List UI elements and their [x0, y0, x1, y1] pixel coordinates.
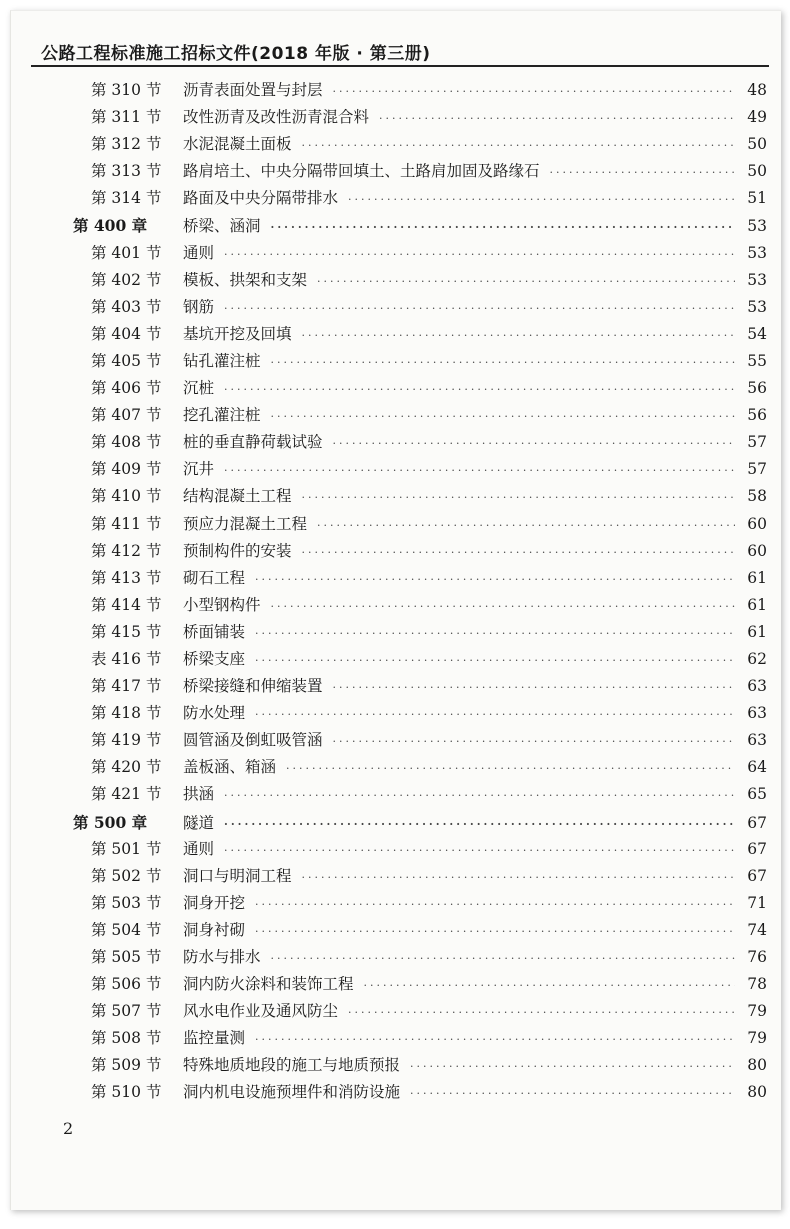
toc-entry-page: 80 [747, 1083, 767, 1102]
toc-section-row [73, 240, 767, 267]
toc-entry-title: 路面及中央分隔带排水 [183, 189, 339, 208]
toc-entry-page: 56 [747, 379, 767, 398]
toc-entry-title: 沉井 [183, 460, 215, 479]
toc-entry-number: 第 505 节 [91, 948, 162, 966]
toc-entry-title: 桥梁接缝和伸缩装置 [183, 677, 323, 696]
toc-entry-page: 61 [747, 595, 767, 614]
toc-entry-number: 第 504 节 [91, 920, 162, 939]
toc-entry-page: 57 [747, 433, 767, 452]
toc-entry-number: 第 417 节 [91, 677, 162, 696]
toc-entry-title: 结构混凝土工程 [183, 487, 292, 506]
toc-entry-title: 基坑开挖及回填 [183, 324, 292, 343]
toc-entry-title: 洞内机电设施预埋件和消防设施 [183, 1083, 401, 1102]
toc-entry-page: 79 [747, 1029, 767, 1048]
dot-leader [255, 1026, 735, 1053]
dot-leader [348, 186, 735, 213]
toc-entry-number: 第 408 节 [91, 433, 162, 452]
toc-entry-page: 63 [747, 704, 767, 723]
header-rule [31, 65, 769, 67]
dot-leader [224, 457, 735, 484]
dot-leader [255, 647, 735, 674]
dot-leader [348, 999, 735, 1026]
toc-section-row [73, 158, 767, 185]
toc-entry-title: 通则 [183, 243, 215, 262]
toc-entry-page: 53 [747, 243, 767, 262]
toc-entry-page: 64 [747, 758, 767, 777]
toc-entry-page: 60 [747, 514, 767, 533]
dot-leader [271, 945, 735, 972]
dot-leader [317, 512, 735, 539]
toc-section-row [73, 863, 767, 890]
toc-section-row [73, 1052, 767, 1079]
dot-leader [410, 1080, 735, 1107]
dot-leader [286, 755, 735, 782]
toc-section-row [73, 890, 767, 917]
toc-section-row [73, 944, 767, 971]
toc-entry-page: 67 [747, 839, 767, 858]
toc-entry-page: 53 [747, 217, 767, 236]
toc-entry-title: 防水与排水 [183, 948, 261, 966]
toc-entry-page: 53 [747, 270, 767, 289]
toc-entry-number: 第 507 节 [91, 1002, 162, 1021]
toc-entry-number: 第 506 节 [91, 975, 162, 994]
toc-entry-number: 第 414 节 [91, 595, 162, 614]
dot-leader [302, 864, 735, 891]
toc-entry-title: 拱涵 [183, 785, 215, 804]
toc-entry-number: 第 314 节 [91, 189, 162, 208]
toc-entry-title: 桩的垂直静荷载试验 [183, 433, 323, 452]
toc-entry-number: 第 405 节 [91, 351, 162, 370]
toc-entry-title: 特殊地质地段的施工与地质预报 [183, 1056, 401, 1075]
dot-leader [255, 891, 735, 918]
toc-section-row [73, 511, 767, 538]
toc-entry-title: 小型钢构件 [183, 595, 261, 614]
toc-entry-number: 表 416 节 [91, 649, 162, 668]
toc-entry-number: 第 502 节 [91, 866, 162, 885]
toc-chapter-row [73, 212, 767, 239]
toc-entry-page: 55 [747, 351, 767, 370]
toc-section-row [73, 917, 767, 944]
toc-entry-title: 路肩培土、中央分隔带回填土、土路肩加固及路缘石 [183, 162, 540, 181]
toc-entry-number: 第 411 节 [91, 514, 162, 533]
dot-leader [224, 376, 735, 403]
dot-leader [224, 837, 735, 864]
toc-entry-number: 第 406 节 [91, 379, 162, 398]
dot-leader [224, 295, 735, 322]
toc-section-row [73, 781, 767, 808]
toc-entry-page: 60 [747, 541, 767, 560]
dot-leader [302, 322, 735, 349]
toc-entry-number: 第 407 节 [91, 406, 162, 425]
toc-entry-page: 79 [747, 1002, 767, 1021]
toc-entry-number: 第 403 节 [91, 297, 162, 316]
toc-section-row [73, 483, 767, 510]
toc-entry-number: 第 400 章 [73, 216, 148, 236]
table-of-contents [73, 77, 767, 1107]
toc-entry-page: 51 [747, 189, 767, 208]
toc-entry-title: 沉桩 [183, 379, 215, 398]
toc-entry-number: 第 509 节 [91, 1056, 162, 1075]
toc-entry-title: 通则 [183, 839, 215, 858]
toc-entry-title: 预应力混凝土工程 [183, 514, 308, 533]
toc-entry-page: 61 [747, 568, 767, 587]
toc-entry-number: 第 310 节 [91, 81, 162, 99]
toc-entry-page: 63 [747, 731, 767, 750]
toc-section-row [73, 1079, 767, 1106]
toc-section-row [73, 592, 767, 619]
dot-leader [271, 593, 735, 620]
toc-entry-title: 改性沥青及改性沥青混合料 [183, 108, 370, 127]
toc-entry-page: 76 [747, 948, 767, 966]
toc-entry-title: 桥梁支座 [183, 649, 246, 668]
toc-entry-title: 盖板涵、箱涵 [183, 758, 277, 777]
toc-section-row [73, 1025, 767, 1052]
toc-entry-page: 78 [747, 975, 767, 994]
toc-section-row [73, 402, 767, 429]
toc-section-row [73, 727, 767, 754]
toc-entry-number: 第 508 节 [91, 1029, 162, 1048]
toc-entry-number: 第 401 节 [91, 243, 162, 262]
toc-entry-number: 第 503 节 [91, 893, 162, 912]
toc-entry-number: 第 415 节 [91, 622, 162, 641]
dot-leader [271, 349, 735, 376]
dot-leader [333, 728, 735, 755]
toc-entry-title: 风水电作业及通风防尘 [183, 1002, 339, 1021]
toc-entry-page: 56 [747, 406, 767, 425]
toc-entry-number: 第 419 节 [91, 731, 162, 750]
toc-entry-page: 50 [747, 162, 767, 181]
toc-entry-number: 第 501 节 [91, 839, 162, 858]
dot-leader [224, 811, 735, 838]
dot-leader [255, 701, 735, 728]
toc-entry-page: 54 [747, 324, 767, 343]
toc-entry-title: 预制构件的安装 [183, 541, 292, 560]
toc-entry-number: 第 421 节 [91, 785, 162, 804]
dot-leader [302, 539, 735, 566]
toc-entry-page: 58 [747, 487, 767, 506]
dot-leader [333, 430, 735, 457]
toc-entry-number: 第 412 节 [91, 541, 162, 560]
document-page [10, 10, 781, 1210]
toc-entry-number: 第 404 节 [91, 324, 162, 343]
toc-section-row [73, 294, 767, 321]
dot-leader [550, 159, 735, 186]
toc-section-row [73, 429, 767, 456]
dot-leader [255, 566, 735, 593]
toc-entry-number: 第 313 节 [91, 162, 162, 181]
dot-leader [379, 105, 735, 132]
dot-leader [410, 1053, 735, 1080]
toc-entry-title: 钢筋 [183, 297, 215, 316]
toc-section-row [73, 321, 767, 348]
toc-entry-number: 第 312 节 [91, 135, 162, 154]
dot-leader [224, 241, 735, 268]
toc-section-row [73, 104, 767, 131]
toc-entry-page: 67 [747, 866, 767, 885]
toc-entry-page: 53 [747, 297, 767, 316]
toc-entry-title: 圆管涵及倒虹吸管涵 [183, 731, 323, 750]
toc-entry-title: 洞身开挖 [183, 893, 246, 912]
toc-section-row [73, 565, 767, 592]
dot-leader [364, 972, 735, 999]
toc-chapter-row [73, 809, 767, 836]
toc-entry-title: 监控量测 [183, 1029, 246, 1048]
dot-leader [255, 620, 735, 647]
toc-section-row [73, 348, 767, 375]
toc-entry-page: 71 [747, 893, 767, 912]
dot-leader [224, 782, 735, 809]
toc-entry-page: 49 [747, 108, 767, 127]
toc-entry-number: 第 413 节 [91, 568, 162, 587]
toc-entry-page: 67 [747, 813, 767, 832]
toc-entry-title: 砌石工程 [183, 568, 246, 587]
toc-section-row [73, 456, 767, 483]
toc-section-row [73, 646, 767, 673]
toc-entry-title: 挖孔灌注桩 [183, 406, 261, 425]
toc-entry-page: 74 [747, 920, 767, 939]
dot-leader [302, 484, 735, 511]
toc-section-row [73, 619, 767, 646]
toc-section-row [73, 375, 767, 402]
dot-leader [271, 214, 735, 241]
toc-entry-page: 57 [747, 460, 767, 479]
toc-entry-title: 隧道 [183, 813, 215, 832]
toc-entry-title: 桥面铺装 [183, 622, 246, 641]
dot-leader [317, 268, 735, 295]
toc-entry-number: 第 500 章 [73, 812, 148, 832]
toc-entry-number: 第 402 节 [91, 270, 162, 289]
toc-entry-title: 模板、拱架和支架 [183, 270, 308, 289]
dot-leader [255, 918, 735, 945]
toc-entry-number: 第 410 节 [91, 487, 162, 506]
toc-entry-page: 48 [747, 81, 767, 99]
toc-section-row [73, 700, 767, 727]
toc-section-row [73, 836, 767, 863]
toc-entry-number: 第 420 节 [91, 758, 162, 777]
toc-entry-page: 63 [747, 677, 767, 696]
toc-entry-number: 第 311 节 [91, 108, 162, 127]
dot-leader [333, 674, 735, 701]
toc-entry-title: 防水处理 [183, 704, 246, 723]
toc-section-row [73, 971, 767, 998]
toc-entry-page: 65 [747, 785, 767, 804]
toc-section-row [73, 673, 767, 700]
toc-section-row [73, 77, 767, 104]
toc-entry-title: 洞内防火涂料和装饰工程 [183, 975, 354, 994]
toc-entry-title: 桥梁、涵洞 [183, 217, 261, 236]
toc-entry-title: 沥青表面处置与封层 [183, 81, 323, 99]
toc-entry-page: 62 [747, 649, 767, 668]
dot-leader [333, 78, 735, 105]
toc-section-row [73, 185, 767, 212]
running-header: 公路工程标准施工招标文件(2018 年版 · 第三册) [41, 44, 431, 64]
toc-section-row [73, 754, 767, 781]
page-number: 2 [63, 1119, 74, 1138]
toc-entry-page: 80 [747, 1056, 767, 1075]
toc-section-row [73, 538, 767, 565]
toc-entry-page: 50 [747, 135, 767, 154]
toc-entry-title: 水泥混凝土面板 [183, 135, 292, 154]
dot-leader [302, 132, 735, 159]
toc-entry-number: 第 510 节 [91, 1083, 162, 1102]
toc-entry-number: 第 409 节 [91, 460, 162, 479]
toc-entry-page: 61 [747, 622, 767, 641]
dot-leader [271, 403, 735, 430]
toc-entry-number: 第 418 节 [91, 704, 162, 723]
toc-section-row [73, 267, 767, 294]
toc-section-row [73, 998, 767, 1025]
toc-entry-title: 洞身衬砌 [183, 920, 246, 939]
toc-entry-title: 钻孔灌注桩 [183, 351, 261, 370]
toc-entry-title: 洞口与明洞工程 [183, 866, 292, 885]
toc-section-row [73, 131, 767, 158]
